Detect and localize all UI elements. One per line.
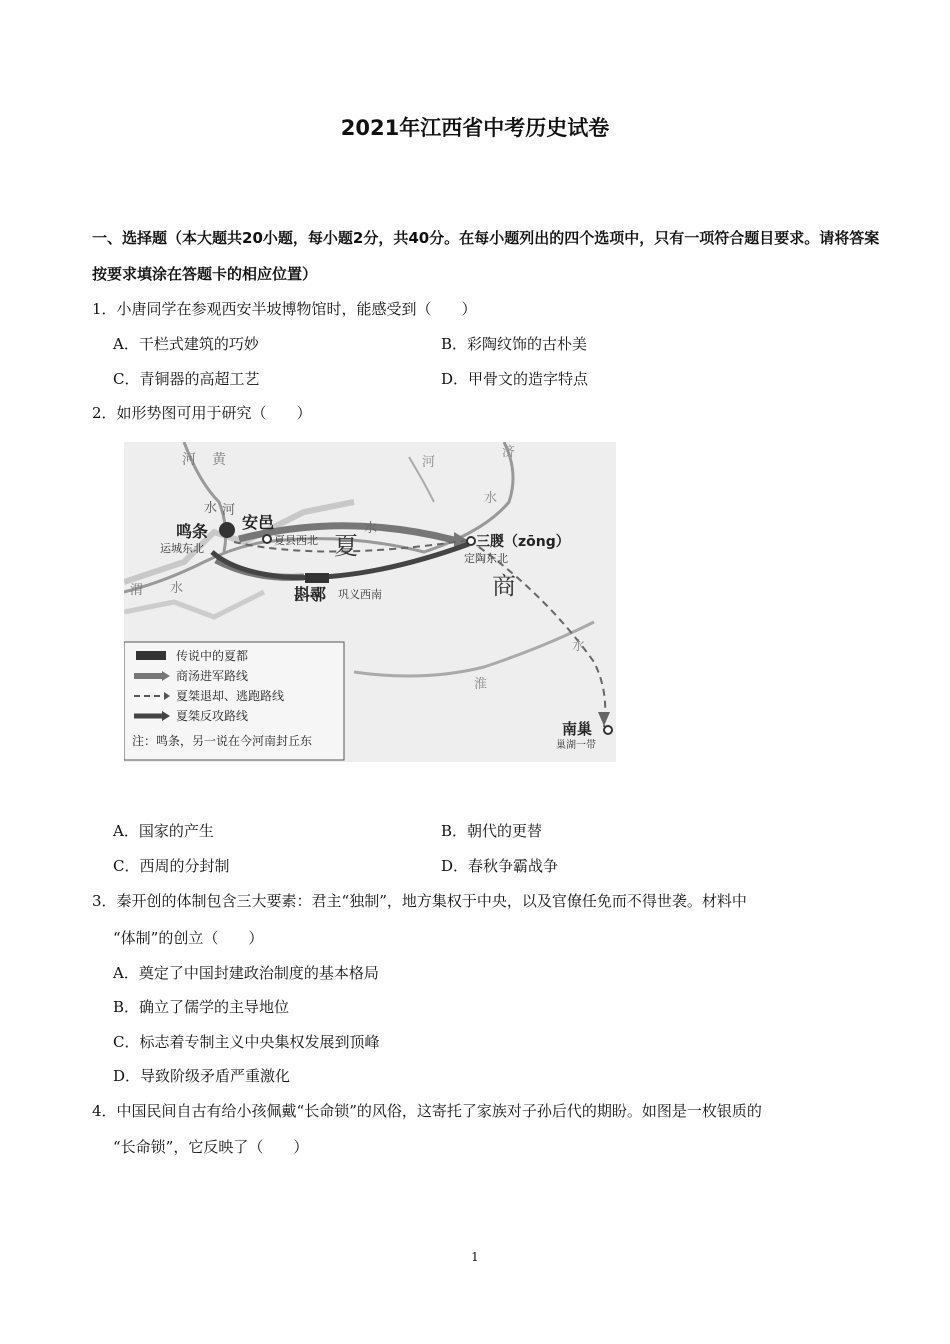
map-label-zhenxun: 斟鄩 [294,585,327,604]
zhenxun-capital-icon [305,573,329,583]
mingtiao-battle-icon [219,522,235,538]
map-label-shui3: 水 [364,521,378,536]
question-2-option-b[interactable]: B．朝代的更替 [441,822,543,840]
question-2-stem: 2．如形势图可用于研究（ ） [92,404,312,422]
question-4-stem-line2: “长命锁”，它反映了（ ） [113,1138,309,1156]
page-number: 1 [471,1250,479,1264]
sanzong-marker [467,537,475,545]
map-label-shang: 商 [492,572,516,600]
map-label-he1: 河 [182,452,196,468]
question-2-option-a[interactable]: A．国家的产生 [113,822,214,840]
question-1-option-c[interactable]: C．青铜器的高超工艺 [113,370,260,388]
map-note: 注：鸣条，另一说在今河南封丘东 [132,734,313,748]
question-1-option-d[interactable]: D．甲骨文的造字特点 [441,370,589,388]
question-3-option-c[interactable]: C．标志着专制主义中央集权发展到顶峰 [113,1033,380,1051]
map-label-gongyi: 巩义西南 [338,588,382,601]
question-3-stem-line2: “体制”的创立（ ） [113,929,264,947]
map-label-anyi: 安邑 [242,513,275,532]
legend-item-capital: 传说中的夏都 [176,649,249,663]
map-label-sanzong: 三朡（zōng） [476,534,570,550]
legend-item-counterattack: 夏桀反攻路线 [176,709,249,723]
question-1-option-a[interactable]: A．干栏式建筑的巧妙 [113,335,259,353]
question-2-option-d[interactable]: D．春秋争霸战争 [441,857,559,875]
map-label-shui4: 水 [170,581,184,596]
question-3-option-a[interactable]: A．奠定了中国封建政治制度的基本格局 [113,964,379,982]
map-label-shui1: 水 [204,501,218,516]
map-label-xia: 夏 [334,532,358,560]
legend-item-advance: 商汤进军路线 [176,669,249,683]
map-label-wei: 渭 [130,583,144,598]
xia-shang-situation-map [124,442,616,762]
map-label-dingtao: 定陶东北 [464,552,508,565]
legend-item-retreat: 夏桀退却、逃跑路线 [176,689,285,703]
anyi-marker [263,535,271,543]
map-label-nanchao: 南巢 [562,720,593,738]
page-title: 2021年江西省中考历史试卷 [340,116,610,140]
legend-capital-icon [136,651,166,660]
map-label-shui2: 水 [484,491,498,506]
map-label-huang: 黄 [212,452,226,468]
question-1-stem: 1．小唐同学在参观西安半坡博物馆时，能感受到（ ） [92,300,477,318]
map-label-huai: 淮 [474,677,488,692]
question-3-option-d[interactable]: D．导致阶级矛盾严重激化 [113,1067,291,1085]
question-4-stem-line1: 4．中国民间自古有给小孩佩戴“长命锁”的风俗，这寄托了家族对子孙后代的期盼。如图是一枚银质的 [92,1102,762,1120]
map-label-xiaxian: 夏县西北 [274,534,318,547]
map-label-he2: 河 [222,503,236,518]
section-heading: 一、选择题（本大题共20小题，每小题2分，共40分。在每小题列出的四个选项中，只有一项符合题目要求。请将答案按要求填涂在答题卡的相应位置） [92,229,880,283]
map-label-yuncheng: 运城东北 [160,542,204,555]
question-2-option-c[interactable]: C．西周的分封制 [113,857,230,875]
map-label-ji: 济 [502,445,516,460]
question-1-option-b[interactable]: B．彩陶纹饰的古朴美 [441,335,588,353]
map-label-he3: 河 [422,455,436,470]
question-3-stem-line1: 3．秦开创的体制包含三大要素：君主“独制”，地方集权于中央，以及官僚任免而不得世袭。材料中 [92,892,747,910]
nanchao-marker [604,726,612,734]
map-label-mingtiao: 鸣条 [176,522,209,541]
question-3-option-b[interactable]: B．确立了儒学的主导地位 [113,998,290,1016]
map-label-shui5: 水 [572,639,586,654]
map-label-chaohu: 巢湖一带 [556,740,596,751]
